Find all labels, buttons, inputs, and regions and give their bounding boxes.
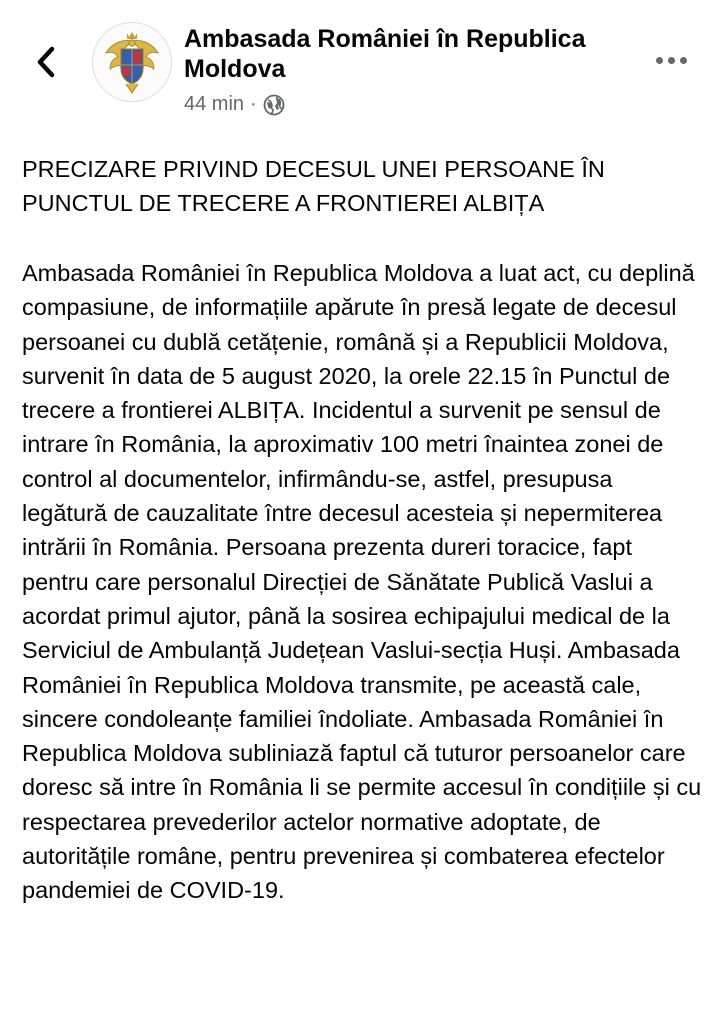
- chevron-left-icon: [34, 45, 58, 79]
- more-dot: [656, 57, 663, 64]
- more-dot: [680, 57, 687, 64]
- post-title: PRECIZARE PRIVIND DECESUL UNEI PERSOANE ÎN PUNCTUL DE TRECERE A FRONTIEREI ALBIȚA: [22, 156, 605, 216]
- back-button[interactable]: [28, 40, 64, 84]
- more-dot: [668, 57, 675, 64]
- post-header: [0, 0, 716, 140]
- meta-separator: ·: [250, 93, 257, 115]
- avatar[interactable]: [92, 22, 172, 102]
- page-name[interactable]: Ambasada României în Republica Moldova: [184, 25, 586, 83]
- coat-of-arms-icon: [102, 29, 162, 95]
- post-time[interactable]: 44 min: [184, 93, 245, 115]
- globe-icon: [263, 94, 285, 116]
- more-options-button[interactable]: [646, 46, 696, 74]
- post-body: Ambasada României în Republica Moldova a luat act, cu deplină compasiune, de informațiile apărute în presă legate de decesul persoanei cu dublă cetățenie, română și a Republicii Moldova, survenit în data de 5 august 2020, la orele 22.15 în Punctul de trecere a frontierei ALBIȚA. Incidentul a survenit pe sensul de intrare în România, la aproximativ 100 metri înaintea zonei de control al documentelor, infirmându-se, astfel, presupusa legătură de cauzalitate între decesul acesteia și nepermiterea intrării în România. Persoana prezenta dureri toracice, fapt pentru care personalul Direcției de Sănătate Publică Vaslui a acordat primul ajutor, până la sosirea echipajului medical de la Serviciul de Ambulanță Județean Vaslui-secția Huși. Ambasada României în Republica Moldova transmite, pe această cale, sincere condoleanțe familiei îndoliate. Ambasada României în Republica Moldova subliniază faptul că tuturor persoanelor care doresc să intre în România li se permite accesul în condițiile și cu respectarea prevederilor actelor normative adoptate, de autoritățile române, pentru prevenirea și combaterea efectelor pandemiei de COVID-19.: [22, 260, 702, 904]
- post-meta: [184, 93, 285, 116]
